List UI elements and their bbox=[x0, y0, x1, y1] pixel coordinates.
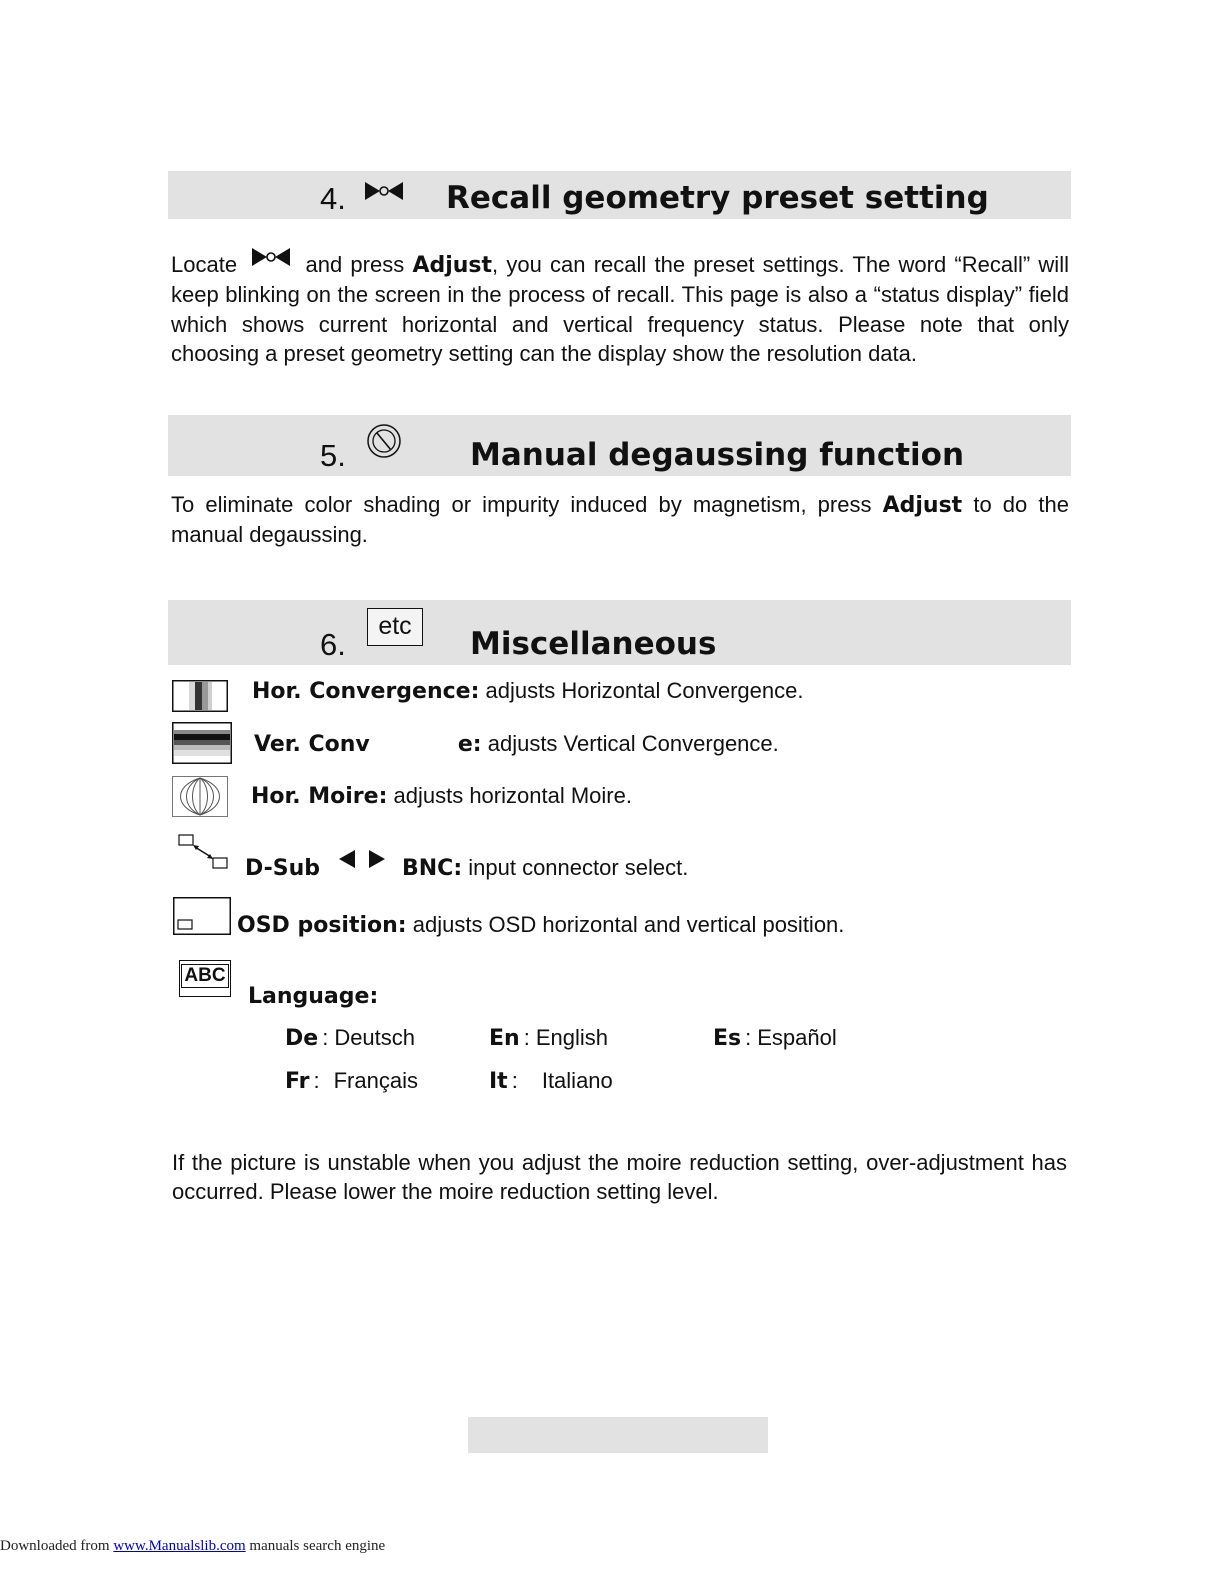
locate-text: Locate bbox=[171, 252, 238, 277]
hor-moire-desc: adjusts horizontal Moire. bbox=[393, 783, 632, 808]
lang-code-en: En bbox=[489, 1026, 520, 1051]
ver-convergence-label-b: e: bbox=[457, 732, 482, 757]
language-label: Language: bbox=[248, 984, 379, 1009]
left-right-arrows-icon bbox=[338, 849, 386, 869]
hor-convergence-item bbox=[252, 678, 803, 704]
section-5-title: Manual degaussing function bbox=[470, 437, 965, 473]
hor-convergence-desc: adjusts Horizontal Convergence. bbox=[485, 678, 804, 703]
section-4-title: Recall geometry preset setting bbox=[446, 180, 989, 216]
adjust-keyword: Adjust bbox=[412, 253, 493, 278]
manualslib-link[interactable]: www.Manualslib.com bbox=[113, 1538, 246, 1554]
recall-geometry-inline-icon bbox=[251, 246, 291, 268]
language-en bbox=[489, 1025, 608, 1051]
degauss-text-after: to do the manual degaussing. bbox=[171, 492, 1069, 548]
hor-moire-item bbox=[251, 783, 632, 809]
footer-prefix: Downloaded from bbox=[0, 1538, 110, 1554]
lang-name-it: Italiano bbox=[541, 1068, 613, 1093]
lang-name-de: Deutsch bbox=[334, 1025, 416, 1050]
lang-code-es: Es bbox=[713, 1026, 742, 1051]
page-number-bar bbox=[468, 1417, 768, 1453]
lang-sep: : bbox=[745, 1025, 752, 1050]
vertical-convergence-icon bbox=[172, 722, 232, 764]
language-it bbox=[489, 1068, 613, 1094]
language-abc-icon bbox=[179, 960, 231, 997]
lang-code-it: It bbox=[489, 1069, 508, 1094]
degauss-text-before: To eliminate color shading or impurity induced by magnetism, press bbox=[171, 492, 872, 517]
osd-position-icon bbox=[173, 897, 231, 935]
lang-code-de: De bbox=[285, 1026, 319, 1051]
connector-select-icon bbox=[178, 833, 230, 869]
bnc-item bbox=[402, 855, 688, 881]
language-fr bbox=[285, 1068, 418, 1094]
hor-convergence-label: Hor. Convergence: bbox=[252, 679, 480, 704]
lang-sep: : bbox=[511, 1068, 518, 1093]
download-footer bbox=[0, 1538, 385, 1555]
language-de bbox=[285, 1025, 415, 1051]
lang-name-fr: Français bbox=[333, 1068, 418, 1093]
language-item bbox=[248, 983, 378, 1009]
section-5-paragraph bbox=[171, 490, 1069, 550]
moire-note-paragraph: If the picture is unstable when you adjust the moire reduction setting, over-adjustment has occurred. Please lower the moire reduction setting level. bbox=[172, 1150, 1067, 1205]
adjust-keyword: Adjust bbox=[882, 493, 963, 518]
language-es bbox=[713, 1025, 837, 1051]
osd-position-item bbox=[237, 912, 844, 938]
moire-icon bbox=[172, 776, 228, 817]
connector-item bbox=[245, 855, 320, 881]
ver-convergence-desc: adjusts Vertical Convergence. bbox=[487, 731, 779, 756]
etc-icon bbox=[367, 608, 423, 646]
dsub-label: D-Sub bbox=[245, 856, 321, 881]
bnc-label: BNC: bbox=[402, 856, 463, 881]
degauss-icon bbox=[366, 423, 402, 459]
section-4-paragraph bbox=[171, 246, 1069, 369]
recall-description: , you can recall the preset settings. The word “Recall” will keep blinking on the screen in the process of recall. This page is also a “status display” field which shows current horizontal and vertical frequency status. Please note that only choosing a preset geometry setting can the display show the resolution data. bbox=[171, 252, 1069, 367]
connector-desc: input connector select. bbox=[468, 855, 689, 880]
lang-sep: : bbox=[313, 1068, 320, 1093]
lang-name-en: English bbox=[535, 1025, 608, 1050]
lang-code-fr: Fr bbox=[285, 1069, 310, 1094]
section-6-number: 6. bbox=[320, 627, 346, 662]
section-6-title: Miscellaneous bbox=[470, 626, 717, 662]
horizontal-convergence-icon bbox=[172, 680, 228, 712]
lang-sep: : bbox=[523, 1025, 530, 1050]
footer-suffix: manuals search engine bbox=[249, 1538, 386, 1554]
osd-position-desc: adjusts OSD horizontal and vertical position. bbox=[412, 912, 845, 937]
lang-sep: : bbox=[322, 1025, 329, 1050]
lang-name-es: Español bbox=[757, 1025, 837, 1050]
osd-position-label: OSD position: bbox=[237, 913, 407, 938]
recall-geometry-icon bbox=[364, 180, 404, 202]
section-4-number: 4. bbox=[320, 181, 346, 216]
abc-icon-label: ABC bbox=[181, 964, 228, 988]
ver-convergence-item bbox=[254, 731, 779, 757]
ver-convergence-label-a: Ver. Conv bbox=[254, 732, 370, 757]
etc-icon-label: etc bbox=[378, 612, 412, 640]
section-5-number: 5. bbox=[320, 438, 346, 473]
and-press-text: and press bbox=[305, 252, 405, 277]
hor-moire-label: Hor. Moire: bbox=[251, 784, 388, 809]
